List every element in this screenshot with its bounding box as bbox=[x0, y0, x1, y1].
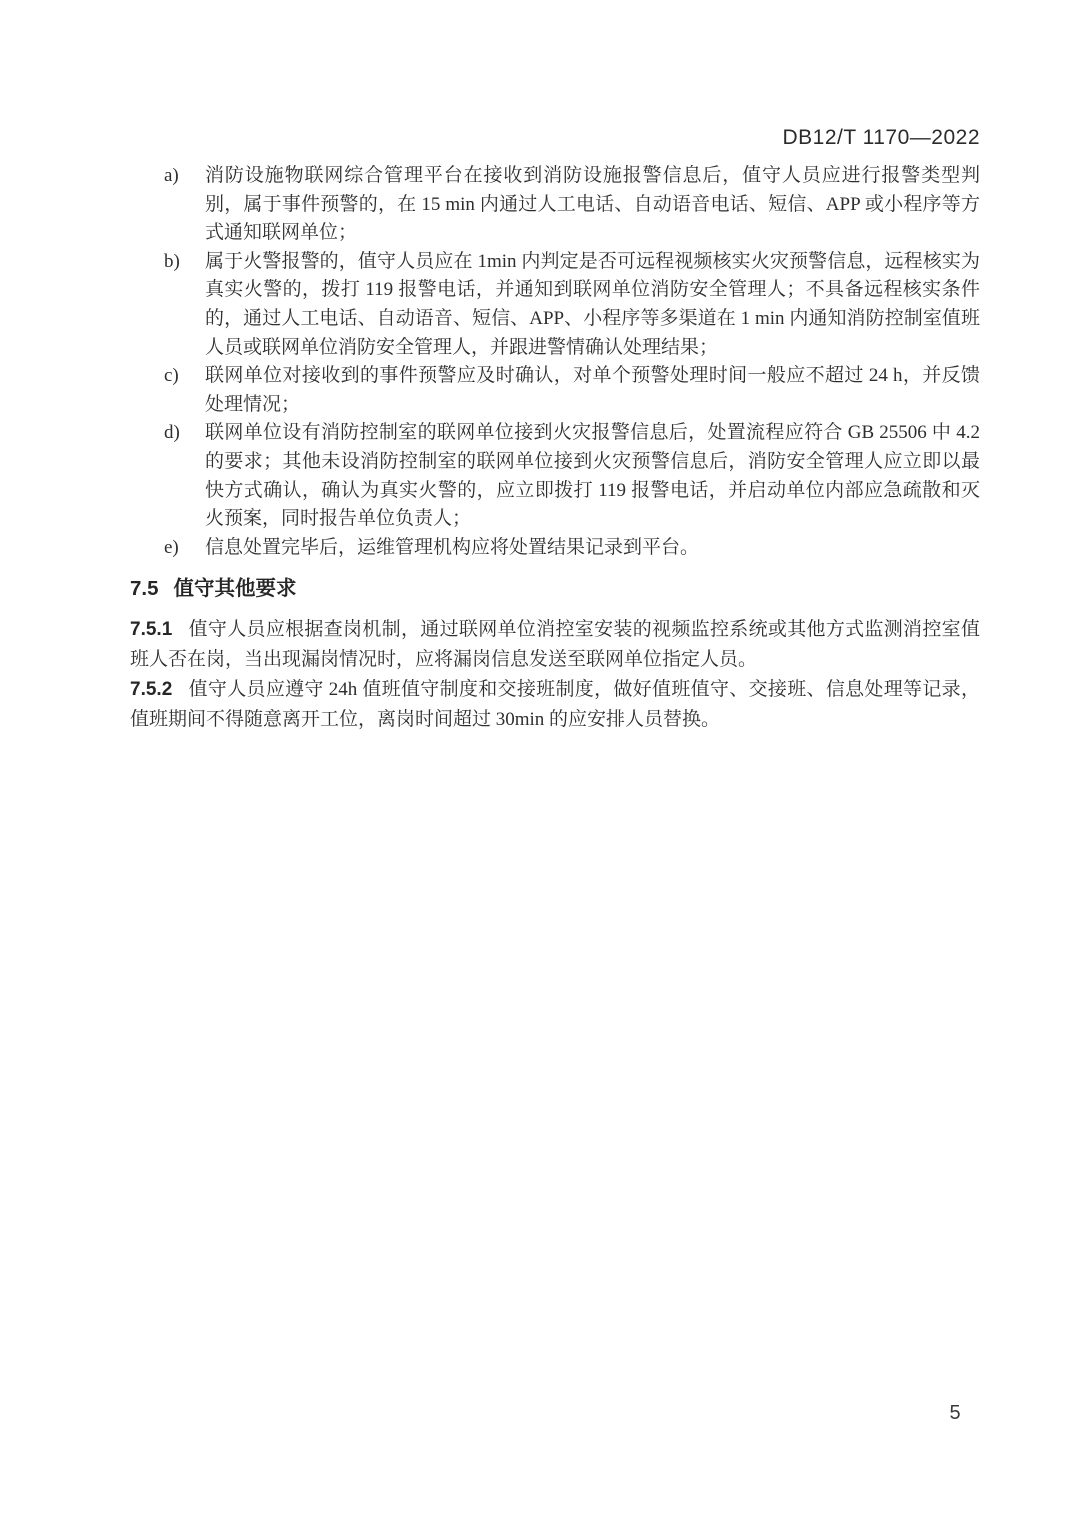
list-item-text: 信息处置完毕后，运维管理机构应将处置结果记录到平台。 bbox=[205, 536, 700, 558]
list-item-e bbox=[130, 534, 980, 563]
clause-7-5-1 bbox=[130, 615, 980, 674]
page-content bbox=[130, 162, 980, 734]
list-item-b bbox=[130, 248, 980, 362]
page-number: 5 bbox=[949, 1402, 961, 1424]
section-title: 值守其他要求 bbox=[173, 577, 297, 601]
list-item-label: c) bbox=[164, 365, 179, 387]
list-item-a bbox=[130, 162, 980, 248]
clause-7-5-2 bbox=[130, 675, 980, 734]
list-item-label: d) bbox=[164, 422, 180, 444]
clause-number: 7.5.1 bbox=[130, 619, 173, 641]
list-item-text: 消防设施物联网综合管理平台在接收到消防设施报警信息后，值守人员应进行报警类型判别，属于事件预警的，在 15 min 内通过人工电话、自动语音电话、短信、APP 或小程序等方式通知联网单位； bbox=[205, 165, 980, 244]
list-item-label: b) bbox=[164, 250, 180, 272]
clause-number: 7.5.2 bbox=[130, 679, 173, 701]
list-item-text: 属于火警报警的，值守人员应在 1min 内判定是否可远程视频核实火灾预警信息，远程核实为真实火警的，拨打 119 报警电话，并通知到联网单位消防安全管理人；不具备远程核实条件的，通过人工电话、自动语音、短信、APP、小程序等多渠道在 1 min 内通知消防控制室值班人员或联网单位消防安全管理人，并跟进警情确认处理结果； bbox=[205, 250, 980, 358]
list-item-label: a) bbox=[164, 165, 179, 186]
doc-number: DB12/T 1170—2022 bbox=[782, 126, 980, 149]
list-item-d bbox=[130, 419, 980, 533]
list-item-text: 联网单位设有消防控制室的联网单位接到火灾报警信息后，处置流程应符合 GB 25506 中 4.2 的要求；其他未设消防控制室的联网单位接到火灾预警信息后，消防安全管理人应立即以最快方式确认，确认为真实火警的，应立即拨打 119 报警电话，并启动单位内部应急疏散和灭火预案，同时报告单位负责人； bbox=[205, 422, 980, 530]
section-heading bbox=[130, 575, 980, 603]
list-item-label: e) bbox=[164, 536, 179, 558]
section-number: 7.5 bbox=[130, 577, 159, 601]
list-item-text: 联网单位对接收到的事件预警应及时确认，对单个预警处理时间一般应不超过 24 h，并反馈处理情况； bbox=[205, 365, 980, 415]
list-item-c bbox=[130, 362, 980, 419]
clause-text: 值守人员应根据查岗机制，通过联网单位消控室安装的视频监控系统或其他方式监测消控室值班人否在岗，当出现漏岗情况时，应将漏岗信息发送至联网单位指定人员。 bbox=[130, 619, 980, 670]
clause-text: 值守人员应遵守 24h 值班值守制度和交接班制度，做好值班值守、交接班、信息处理等记录，值班期间不得随意离开工位，离岗时间超过 30min 的应安排人员替换。 bbox=[130, 679, 980, 730]
alarm-handling-list bbox=[130, 162, 980, 562]
